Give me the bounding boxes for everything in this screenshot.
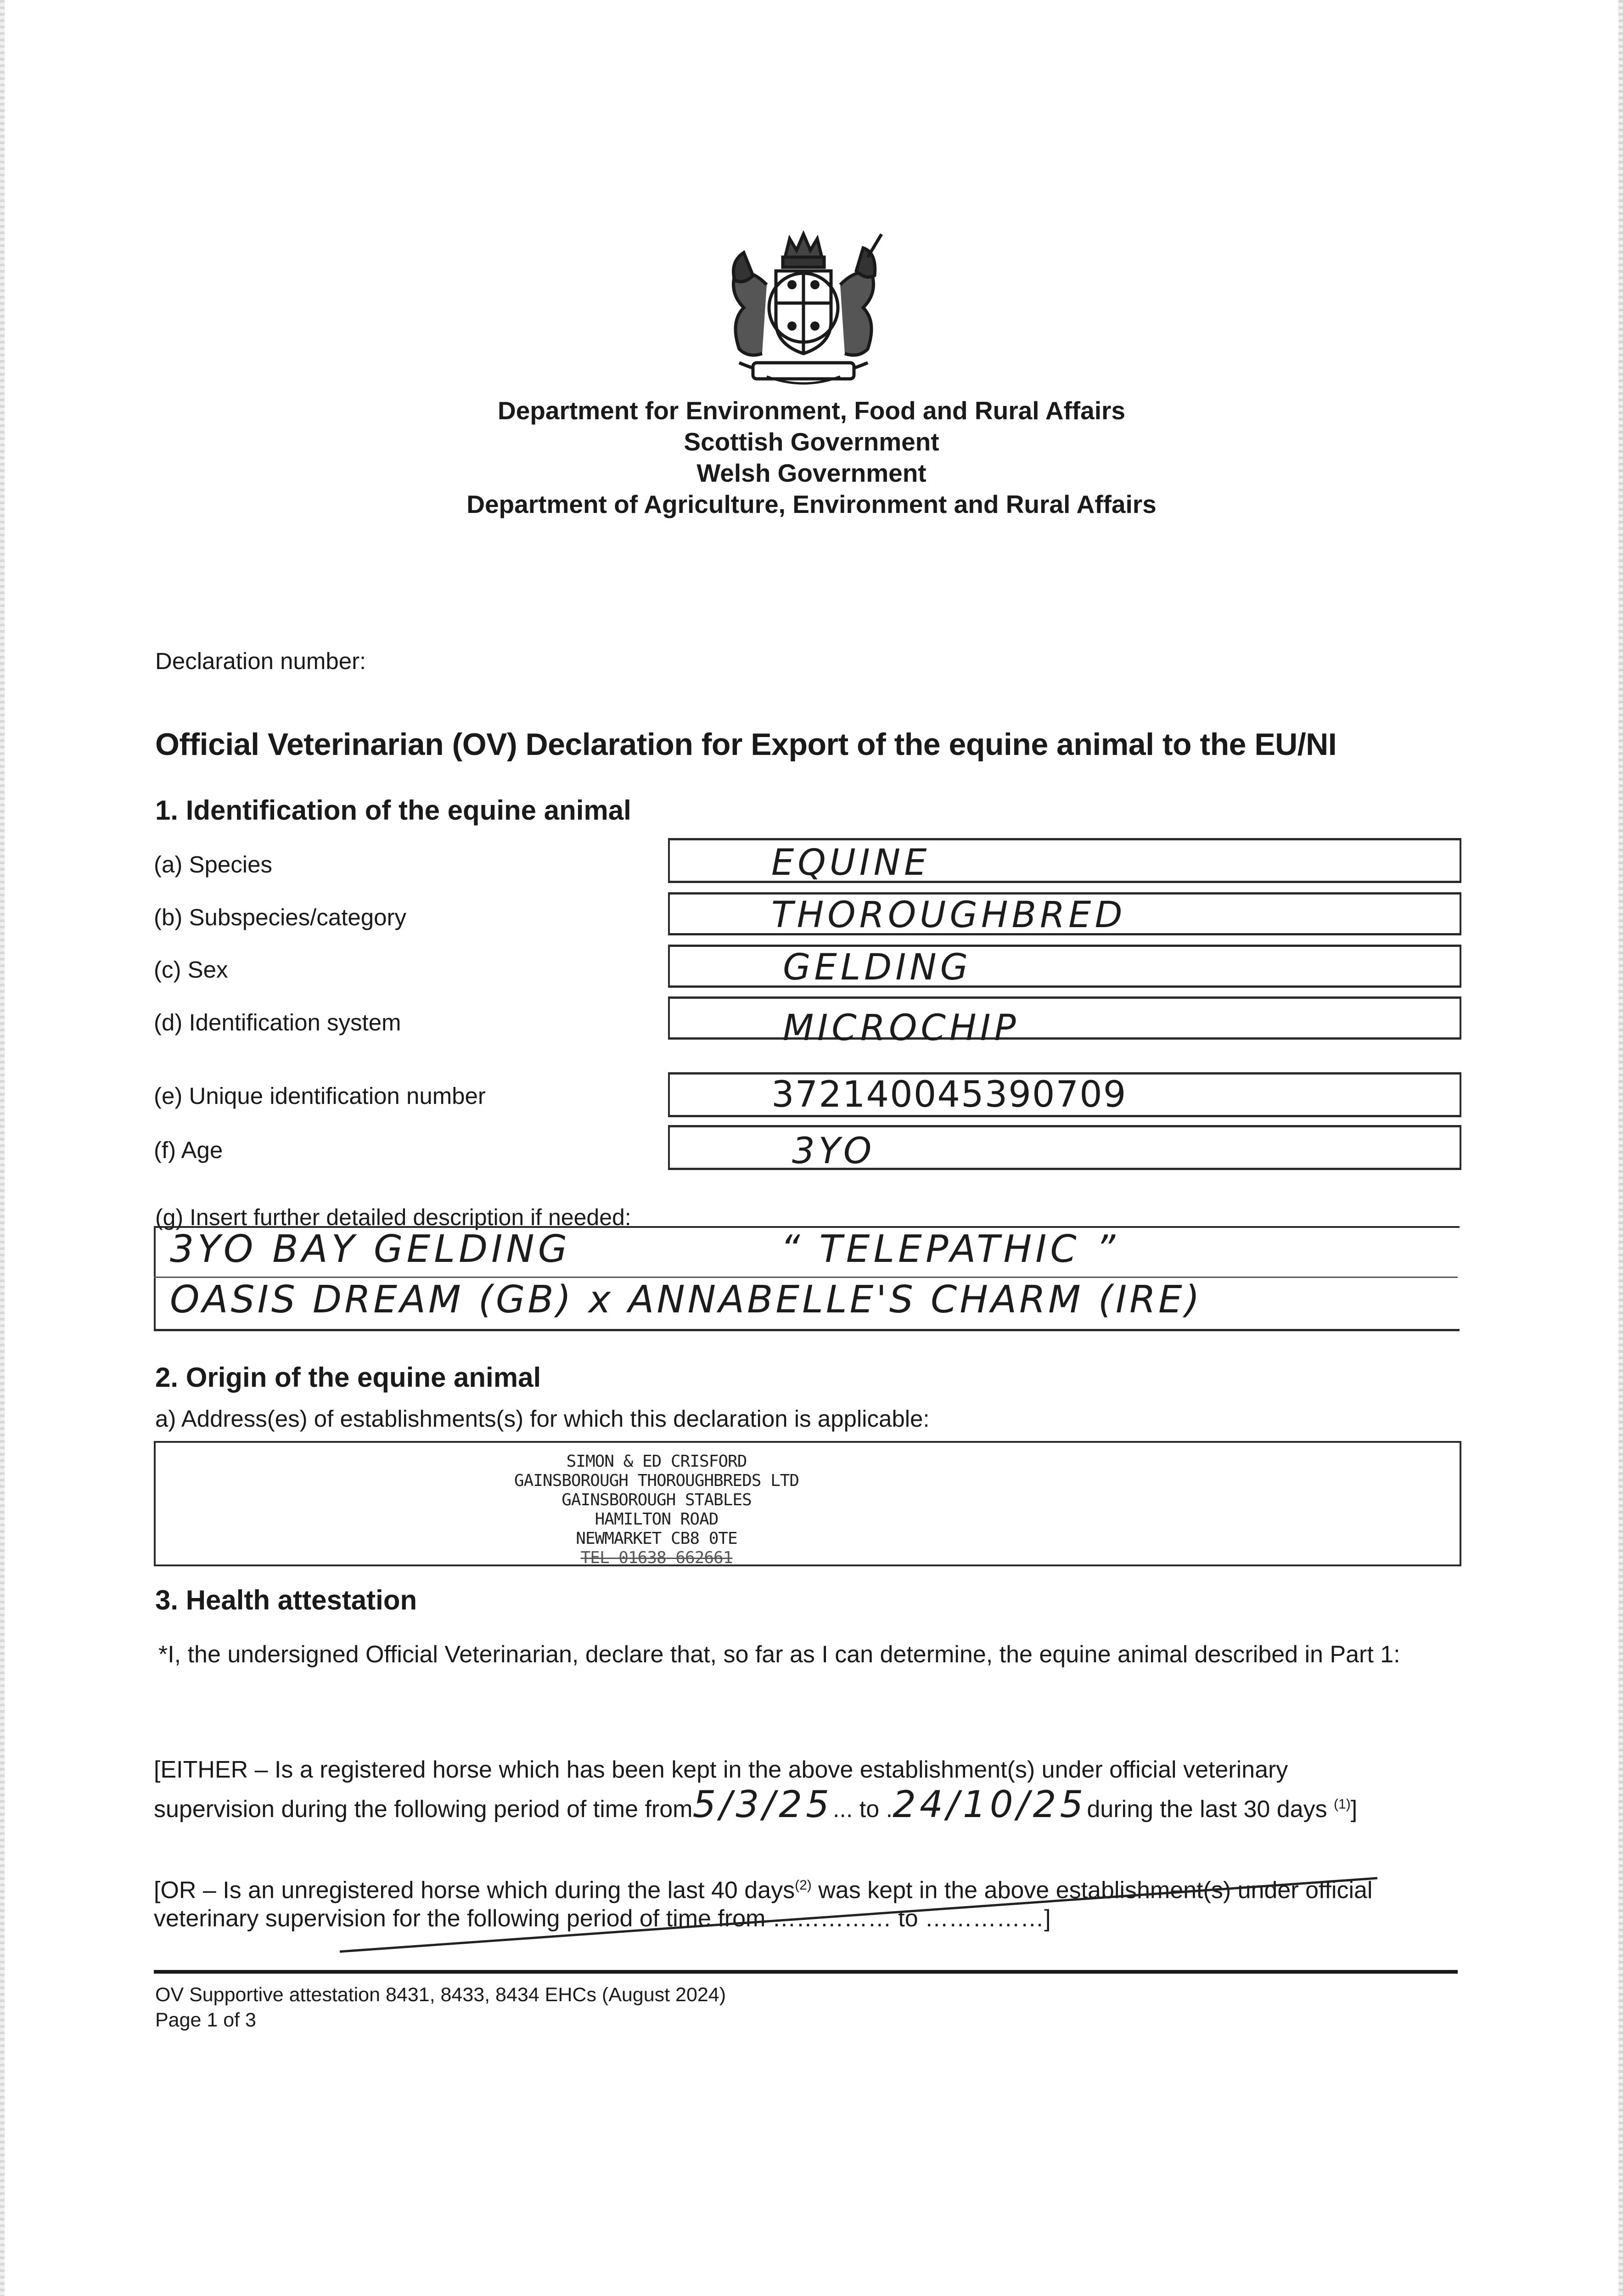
royal-coat-of-arms-icon (712, 225, 895, 390)
either-close: ] (1350, 1796, 1358, 1823)
or-line1-a: [OR – Is an unregistered horse which during the last 40 days (154, 1877, 795, 1904)
or-footnote-ref: (2) (795, 1878, 812, 1893)
section2-heading: 2. Origin of the equine animal (155, 1362, 541, 1393)
health-intro: *I, the undersigned Official Veterinarian, declare that, so far as I can determine, the equine animal described in Part 1: (158, 1641, 1400, 1668)
description-label: (g) Insert further detailed description if needed: (155, 1204, 631, 1230)
scan-edge-left (0, 0, 5, 2296)
subspecies-value: THOROUGHBRED (771, 895, 1126, 936)
stamp-line: TEL 01638 662661 (580, 1548, 733, 1567)
dept-daera: Department of Agriculture, Environment and Rural Affairs (466, 490, 1157, 518)
either-footnote-ref: (1) (1334, 1796, 1351, 1812)
or-line1-b: was kept in the above establishment(s) under official (818, 1877, 1373, 1904)
stamp-line: HAMILTON ROAD (595, 1510, 719, 1529)
either-line1: [EITHER – Is a registered horse which has been kept in the above establishment(s) under official veterinary (154, 1756, 1288, 1783)
description-line2: OASIS DREAM (GB) x ANNABELLE'S CHARM (IRE) (170, 1278, 1202, 1322)
sex-value: GELDING (783, 947, 972, 988)
uid-number-value: 372140045390709 (771, 1074, 1127, 1115)
section3-heading: 3. Health attestation (155, 1585, 417, 1615)
subspecies-label: (b) Subspecies/category (154, 904, 406, 930)
uid-number-label: (e) Unique identification number (154, 1083, 486, 1109)
age-label: (f) Age (154, 1137, 223, 1163)
either-from-date: 5/3/25 (692, 1783, 833, 1826)
sex-label: (c) Sex (154, 957, 228, 983)
footer-page-number: Page 1 of 3 (155, 2009, 256, 2031)
stamp-line: GAINSBOROUGH STABLES (562, 1491, 752, 1509)
description-line1-b: “ TELEPATHIC ” (781, 1227, 1119, 1271)
strikethrough-pen-stroke (321, 1860, 1469, 1970)
age-field[interactable] (668, 1125, 1461, 1170)
dept-defra: Department for Environment, Food and Rural Affairs (498, 396, 1125, 425)
identification-system-label: (d) Identification system (154, 1009, 401, 1035)
or-line2: veterinary supervision for the following period of time from …………… to ……………] (154, 1905, 1051, 1932)
declaration-number-label: Declaration number: (155, 648, 366, 674)
section1-heading: 1. Identification of the equine animal (155, 795, 631, 826)
stamp-line: NEWMARKET CB8 0TE (576, 1529, 737, 1548)
footer-line1: OV Supportive attestation 8431, 8433, 8434 EHCs (August 2024) (155, 1984, 726, 2006)
stamp-line: SIMON & ED CRISFORD (566, 1452, 747, 1471)
species-label: (a) Species (154, 851, 272, 878)
establishment-stamp (459, 1452, 854, 1568)
address-label: a) Address(es) of establishments(s) for which this declaration is applicable: (155, 1406, 930, 1432)
either-to-word: to (859, 1796, 880, 1823)
stamp-line: GAINSBOROUGH THOROUGHBREDS LTD (514, 1471, 799, 1490)
species-value: EQUINE (771, 842, 931, 884)
either-line2-a: supervision during the following period of time from (154, 1796, 693, 1823)
identification-system-value: MICROCHIP (783, 1007, 1020, 1049)
either-dots1: ... (832, 1796, 853, 1823)
age-value: 3YO (792, 1131, 876, 1172)
dept-scottish-gov: Scottish Government (684, 428, 939, 456)
scan-edge-right (1618, 0, 1623, 2296)
either-to-date: 24/10/25 (893, 1783, 1087, 1826)
page-title: Official Veterinarian (OV) Declaration for Export of the equine animal to the EU/NI (155, 727, 1337, 762)
either-line2-b: during the last 30 days (1087, 1796, 1327, 1823)
dept-welsh-gov: Welsh Government (696, 459, 927, 487)
either-dots2: . (886, 1796, 893, 1823)
footer-rule (154, 1970, 1458, 1974)
description-line1-a: 3YO BAY GELDING (170, 1227, 571, 1271)
either-line2 (154, 1783, 1358, 1826)
